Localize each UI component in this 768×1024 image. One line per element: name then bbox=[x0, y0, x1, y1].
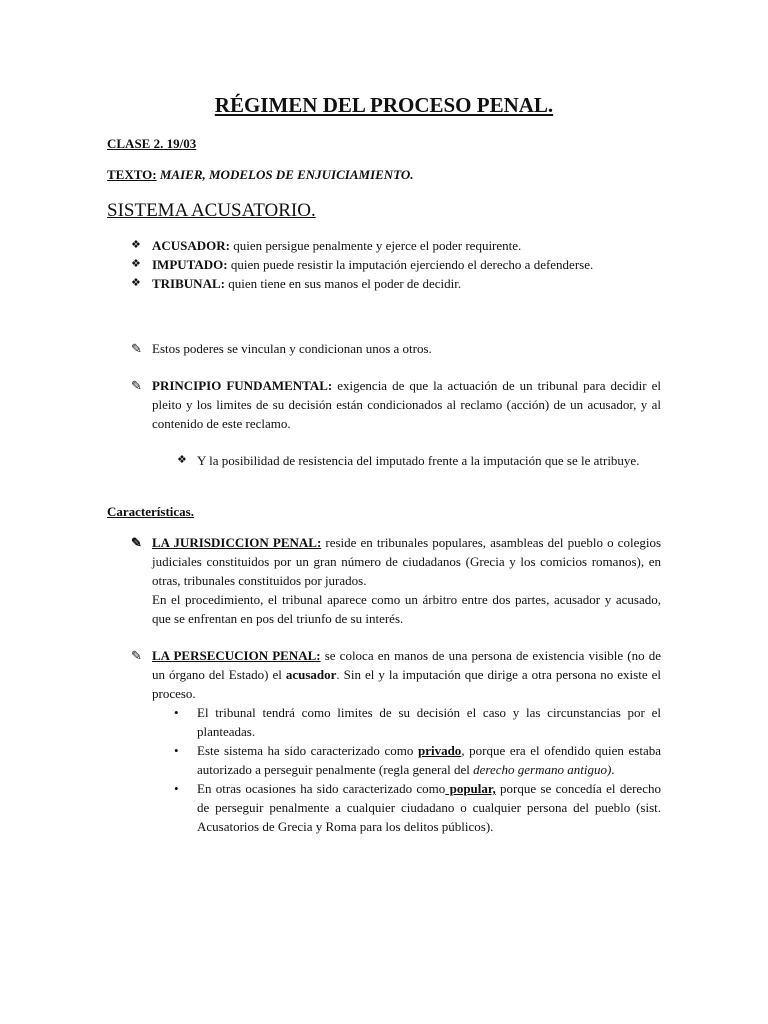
jurisdiction-term: LA JURISDICCION PENAL: bbox=[152, 535, 322, 550]
text-reference-value: MAIER, MODELOS DE ENJUICIAMIENTO. bbox=[156, 167, 414, 182]
section-heading: SISTEMA ACUSATORIO. bbox=[107, 200, 316, 221]
arrow-bullet-icon: ✎ bbox=[131, 535, 142, 550]
note-text: Estos poderes se vinculan y condicionan unos a otros. bbox=[152, 341, 432, 356]
roles-list bbox=[131, 236, 691, 293]
sub-item-text: Y la posibilidad de resistencia del imputado frente a la imputación que se le atribuye. bbox=[197, 453, 640, 468]
dot-bullet-icon: • bbox=[174, 743, 179, 758]
role-desc: quien persigue penalmente y ejerce el poder requirente. bbox=[230, 238, 522, 253]
role-term: IMPUTADO: bbox=[152, 257, 228, 272]
list-item bbox=[131, 255, 691, 274]
jurisdiction-desc-2: En el procedimiento, el tribunal aparece como un árbitro entre dos partes, acusador y acusado, que se enfrentan en pos del triunfo de su interés. bbox=[152, 592, 661, 626]
principle-desc: exigencia de que la actuación de un tribunal para decidir el pleito y los limites de su decisión están condicionados al reclamo (acción) de un acusador, y al contenido de este reclamo. bbox=[152, 378, 661, 431]
list-item: • El tribunal tendrá como limites de su decisión el caso y las circunstancias por el planteadas. bbox=[174, 705, 661, 739]
prosecution-term: LA PERSECUCION PENAL: bbox=[152, 648, 321, 663]
role-term: TRIBUNAL: bbox=[152, 276, 225, 291]
jurisdiction-paragraph bbox=[131, 533, 661, 628]
sub-item bbox=[177, 451, 661, 470]
dot-bullet-icon: • bbox=[174, 781, 179, 796]
jurisdiction-desc: reside en tribunales populares, asambleas del pueblo o colegios judiciales constituidos por un gran número de ciudadanos (Grecia y los comicios romanos), en otras, tribunales constituidos por jurados. bbox=[152, 535, 662, 588]
arrow-bullet-icon: ✎ bbox=[131, 341, 142, 356]
class-label: CLASE 2. 19/03 bbox=[107, 136, 197, 151]
prosecution-bold: acusador bbox=[285, 667, 337, 682]
list-item bbox=[131, 236, 691, 255]
diamond-bullet-icon: ❖ bbox=[131, 277, 141, 289]
list-item: • En otras ocasiones ha sido caracterizado como popular, porque se concedía el derecho de perseguir penalmente a cualquier ciudadano o cualquier persona del pueblo (sist. Acusatorios de Grecia y Roma para los delitos públicos). bbox=[174, 781, 661, 834]
principle-paragraph bbox=[131, 376, 661, 433]
page-title: RÉGIMEN DEL PROCESO PENAL. bbox=[214, 93, 554, 117]
text-reference-label: TEXTO: bbox=[107, 167, 157, 182]
diamond-bullet-icon: ❖ bbox=[131, 239, 141, 251]
characteristics-heading: Características. bbox=[107, 504, 194, 519]
principle-term: PRINCIPIO FUNDAMENTAL: bbox=[152, 378, 333, 393]
note-paragraph bbox=[131, 339, 661, 358]
list-item bbox=[131, 274, 691, 293]
diamond-bullet-icon: ❖ bbox=[131, 258, 141, 270]
role-desc: quien puede resistir la imputación ejerciendo el derecho a defenderse. bbox=[227, 257, 594, 272]
prosecution-bullets bbox=[174, 703, 661, 836]
arrow-bullet-icon: ✎ bbox=[131, 648, 142, 663]
role-term: ACUSADOR: bbox=[152, 238, 230, 253]
role-desc: quien tiene en sus manos el poder de decidir. bbox=[224, 276, 462, 291]
list-item: • Este sistema ha sido caracterizado como privado, porque era el ofendido quien estaba autorizado a perseguir penalmente (regla general del derecho germano antiguo). bbox=[174, 743, 661, 777]
text-reference bbox=[107, 165, 414, 184]
diamond-bullet-icon: ❖ bbox=[177, 454, 187, 466]
arrow-bullet-icon: ✎ bbox=[131, 378, 142, 393]
prosecution-paragraph: ✎ LA PERSECUCION PENAL: se coloca en manos de una persona de existencia visible (no de un órgano del Estado) el acusador. Sin el y la imputación que dirige a otra persona no existe el proceso. bbox=[131, 648, 661, 701]
dot-bullet-icon: • bbox=[174, 705, 179, 720]
